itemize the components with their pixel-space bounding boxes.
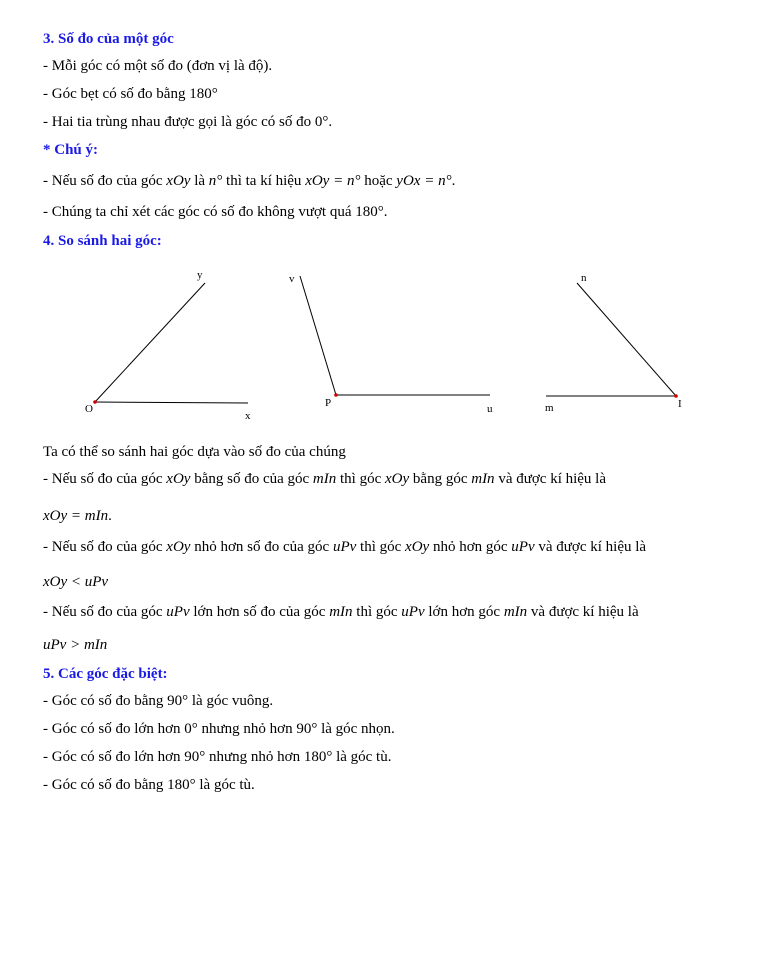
label-I: I <box>678 398 682 410</box>
note-line-1: - Nếu số đo của góc xOy là n° thì ta kí hiệu xOy = n° hoặc yOx = n°. <box>43 173 456 189</box>
note-line-2: - Chúng ta chỉ xét các góc có số đo không vượt quá 180°. <box>43 204 388 220</box>
angle-uPv <box>289 273 493 415</box>
greater-formula: uPv > mIn <box>43 637 108 653</box>
label-u: u <box>487 403 493 415</box>
section-3-line-3: - Hai tia trùng nhau được gọi là góc có số đo 0°. <box>43 114 333 130</box>
section-3-heading: 3. Số đo của một góc <box>43 31 174 47</box>
angle-mIn <box>545 272 682 414</box>
label-v: v <box>289 273 295 285</box>
label-n: n <box>581 272 587 284</box>
section-4-heading: 4. So sánh hai góc: <box>43 233 162 249</box>
section-5-line-1: - Góc có số đo bằng 90° là góc vuông. <box>43 693 274 709</box>
section-5-line-3: - Góc có số đo lớn hơn 90° nhưng nhỏ hơn 180° là góc tù. <box>43 749 392 765</box>
less-formula: xOy < uPv <box>43 574 109 590</box>
note-heading: * Chú ý: <box>43 142 99 158</box>
vertex-P-dot <box>334 393 338 397</box>
label-m: m <box>545 402 554 414</box>
section-5-heading: 5. Các góc đặc biệt: <box>43 666 168 682</box>
less-rule: - Nếu số đo của góc xOy nhỏ hơn số đo của góc uPv thì góc xOy nhỏ hơn góc uPv và được kí hiệu là <box>43 539 647 555</box>
section-3-line-2: - Góc bẹt có số đo bằng 180° <box>43 86 218 102</box>
section-3-line-1: - Mỗi góc có một số đo (đơn vị là độ). <box>43 58 273 74</box>
greater-rule: - Nếu số đo của góc uPv lớn hơn số đo của góc mIn thì góc uPv lớn hơn góc mIn và được kí hiệu là <box>43 604 639 620</box>
section-5-line-2: - Góc có số đo lớn hơn 0° nhưng nhỏ hơn 90° là góc nhọn. <box>43 721 395 737</box>
comparison-intro: Ta có thể so sánh hai góc dựa vào số đo của chúng <box>43 444 346 460</box>
vertex-O-dot <box>93 400 97 404</box>
label-O: O <box>85 403 93 415</box>
label-P: P <box>325 397 332 409</box>
section-5-line-4: - Góc có số đo bằng 180° là góc tù. <box>43 777 255 793</box>
equal-rule: - Nếu số đo của góc xOy bằng số đo của góc mIn thì góc xOy bằng góc mIn và được kí hiệu là <box>43 471 607 487</box>
label-x: x <box>245 410 251 422</box>
angle-xOy <box>85 269 251 422</box>
label-y: y <box>197 269 203 281</box>
equal-formula: xOy = mIn. <box>43 508 112 524</box>
